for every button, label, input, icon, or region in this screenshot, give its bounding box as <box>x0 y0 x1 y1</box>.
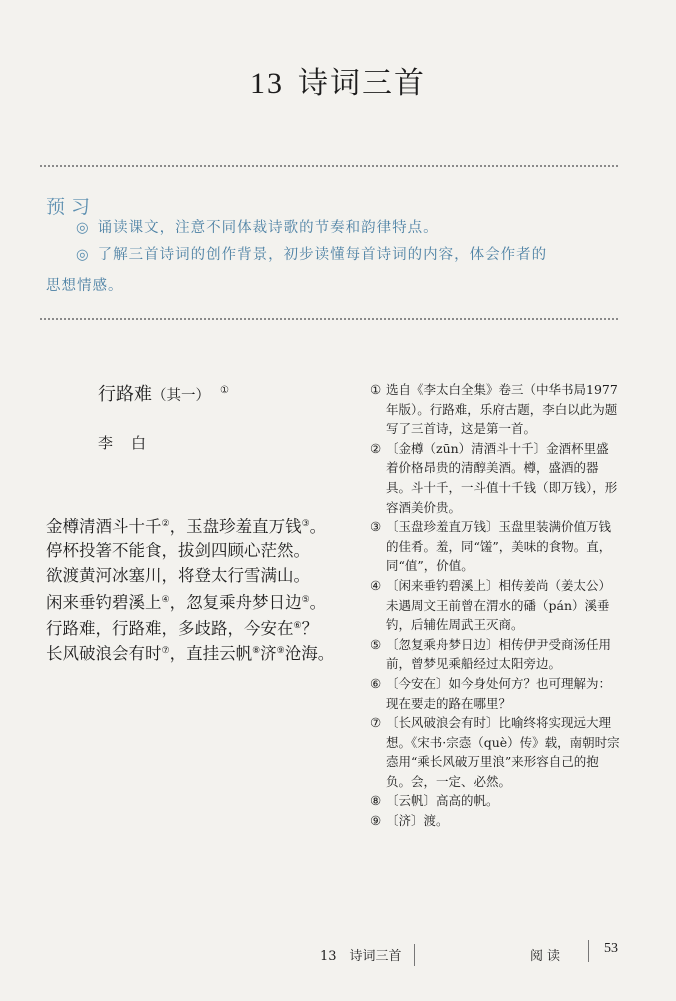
page-title <box>0 58 676 102</box>
poem-line: 停杯投箸不能食，拔剑四顾心茫然。 <box>46 541 310 560</box>
running-footer-section: 阅读 <box>530 949 565 964</box>
poem-line: 金樽清酒斗十千②，玉盘珍羞直万钱③。 <box>46 517 327 536</box>
poem-line: 闲来垂钓碧溪上④，忽复乘舟梦日边⑤。 <box>46 593 327 612</box>
footnote: ⑤ 〔忽复乘舟梦日边〕相传伊尹受商汤任用前，曾梦见乘船经过太阳旁边。 <box>370 636 612 672</box>
page-number: 53 <box>604 941 618 956</box>
note-ref: ⑥ <box>293 621 302 631</box>
lesson-title: 诗词三首 <box>298 66 426 101</box>
note-ref: ③ <box>301 519 310 529</box>
poem-line: 欲渡黄河冰塞川，将登太行雪满山。 <box>46 566 310 585</box>
footnote: ⑧ 〔云帆〕高高的帆。 <box>370 793 499 809</box>
note-ref: ⑤ <box>301 595 310 605</box>
footnotes <box>370 380 620 831</box>
footnote: ⑨ 〔济〕渡。 <box>370 813 449 829</box>
note-ref: ⑧ <box>252 646 261 656</box>
footer-divider <box>414 944 415 966</box>
poem-subtitle: （其一） <box>152 388 210 404</box>
bullet-icon: ◎ <box>76 247 90 263</box>
footnote: ① 选自《李太白全集》卷三（中华书局1977年版）。行路难，乐府古题，李白以此为题写了三首诗，这是第一首。 <box>370 382 618 437</box>
poem-author: 李白 <box>98 434 165 452</box>
note-ref: ② <box>161 519 170 529</box>
footnote: ⑥ 〔今安在〕如今身处何方？也可理解为：现在要走的路在哪里？ <box>370 675 612 711</box>
poem-line: 行路难，行路难，多歧路，今安在⑥？ <box>46 619 319 638</box>
note-ref: ⑦ <box>161 646 170 656</box>
poem-title: 行路难（其一） ① <box>98 384 229 405</box>
bullet-icon: ◎ <box>76 220 90 236</box>
lesson-number: 13 <box>250 67 284 100</box>
footnote: ⑦ 〔长风破浪会有时〕比喻终将实现远大理想。《宋书·宗悫（què）传》载，南朝时宗悫用“乘长风破万里浪”来形容自己的抱负。会，一定、必然。 <box>370 715 620 789</box>
footnote: ④ 〔闲来垂钓碧溪上〕相传姜尚（姜太公）未遇周文王前曾在渭水的磻（pán）溪垂钓，后辅佐周武王灭商。 <box>370 577 612 633</box>
note-ref: ⑨ <box>276 646 285 656</box>
preview-item-2-continued: 思想情感。 <box>46 278 124 294</box>
preview-item-2: ◎ 了解三首诗词的创作背景，初步读懂每首诗词的内容，体会作者的 <box>76 247 548 263</box>
top-dotted-divider <box>40 165 618 167</box>
preview-item-1: ◎ 诵读课文，注意不同体裁诗歌的节奏和韵律特点。 <box>76 220 439 236</box>
running-footer-lesson: 13 诗词三首 <box>320 949 402 964</box>
footnote: ② 〔金樽（zūn）清酒斗十千〕金酒杯里盛着价格昂贵的清醇美酒。樽，盛酒的器具。斗十千，一斗值十千钱（即万钱），形容酒美价贵。 <box>370 440 618 515</box>
bottom-dotted-divider <box>40 318 618 320</box>
preview-heading: 预习 <box>46 196 97 218</box>
footer-divider <box>588 940 589 962</box>
poem-line: 长风破浪会有时⑦，直挂云帆⑧济⑨沧海。 <box>46 644 335 663</box>
poem-title-note-ref: ① <box>220 385 229 396</box>
note-ref: ④ <box>161 595 170 605</box>
footnote: ③ 〔玉盘珍羞直万钱〕玉盘里装满价值万钱的佳肴。羞，同“馐”，美味的食物。直，同“值”，价值。 <box>370 519 612 574</box>
